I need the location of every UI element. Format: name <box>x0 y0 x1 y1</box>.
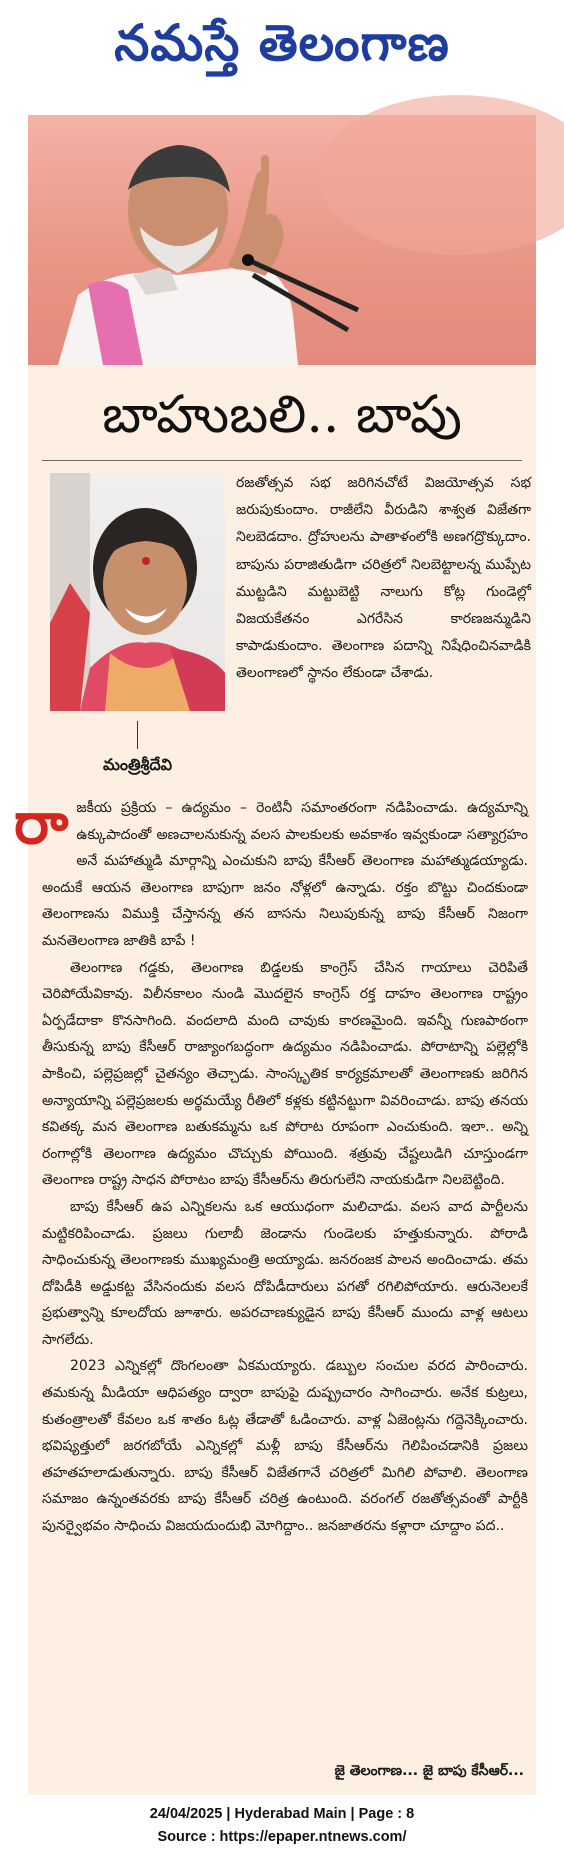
paragraph <box>14 789 528 955</box>
intro-text: రజతోత్సవ సభ జరిగినచోటే విజయోత్సవ సభ జరుపుకుందాం. రాజీలేని వీరుడిని శాశ్వత విజేతగా నిలబెడదాం. ద్రోహులను పాతాళంలోకి అణగద్రొక్కుదాం. బాపును పరాజితుడిగా చరిత్రలో నిలబెట్టాలన్న ముప్పేట ముట్టడిని మట్టుబెట్టి నాలుగు కోట్ల గుండెల్లో విజయకేతనం ఎగరేసిన కారణజన్ముడిని కాపాడుకుందాం. తెలంగాణ పదాన్ని నిషేధించినవాడికి తెలంగాణలో స్థానం లేకుండా చేశాడు. <box>236 475 531 682</box>
author-caption: మంత్రిశ్రీదేవి <box>102 755 173 774</box>
speaker-photo <box>28 115 536 365</box>
speaker-illustration <box>28 115 536 365</box>
paragraph: 2023 ఎన్నికల్లో దొంగలంతా ఏకమయ్యారు. డబ్బుల సంచుల వరద పారించారు. తమకున్న మీడియా ఆధిపత్యం ద్వారా బాపుపై దుష్ప్రచారం సాగించారు. అనేక కుట్రలు, కుతంత్రాలతో కేవలం ఒక శాతం ఓట్ల తేడాతో ఓడించారు. వాళ్ల ఏజెంట్లను గద్దెనెక్కించారు. భవిష్యత్తులో జరగబోయే ఎన్నికల్లో మళ్లీ బాపు కేసీఆర్‌ను గెలిపించడానికి ప్రజలు తహతహలాడుతున్నారు. బాపు కేసీఆర్ విజేతగానే చరిత్రలో మిగిలి పోవాలి. తెలంగాణ సమాజం ఉన్నంతవరకు బాపు కేసీఆర్ చరిత్ర ఉంటుంది. వరంగల్ రజతోత్సవంతో పార్టీకి పునర్వైభవం సాధించు విజయదుందుభి మోగిద్దాం.. జనజాతరను కళ్లారా చూద్దాం పద.. <box>42 1358 528 1535</box>
article-headline <box>28 375 536 455</box>
headline-text: బాహుబలి.. బాపు <box>102 385 462 445</box>
author-photo <box>50 473 225 711</box>
source-link[interactable]: Source : https://epaper.ntnews.com/ <box>157 1829 407 1845</box>
caption-divider <box>137 721 138 749</box>
page-footer <box>0 1803 564 1849</box>
masthead <box>0 0 564 92</box>
paragraph: తెలంగాణ గడ్డకు, తెలంగాణ బిడ్డలకు కాంగ్రెస్ చేసిన గాయాలు చెరిపితే చెరిపోయేవికావు. విలీనకాలం నుండి మొదలైన కాంగ్రెస్ రక్త దాహం తెలంగాణ రాష్ట్రం ఏర్పడేదాకా కొనసాగింది. వందలాది మంది చావుకు కారణమైంది. ఇవన్నీ గుణపాఠంగా తీసుకున్న బాపు కేసీఆర్ రాజ్యాంగబద్ధంగా ఉద్యమం నడిపించాడు. పోరాటాన్ని పల్లెల్లోకి పాకించి, పల్లెప్రజల్లో చైతన్యం తెచ్చాడు. సాంస్కృతిక కార్యక్రమాలతో తెలంగాణకు జరిగిన అన్యాయాన్ని పల్లెప్రజలకు అర్థమయ్యే రీతిలో కళ్లకు కట్టినట్టుగా వివరించాడు. బాపు తనయ కవితక్క మన తెలంగాణ బతుకమ్మను ఒక పోరాట రూపంగా ఎంచుకుంది. ఇలా.. అన్ని రంగాల్లోకి తెలంగాణ ఉద్యమం చొచ్చుకు పోయింది. శత్రువు చేష్టలుడిగి చూస్తుండగా తెలంగాణ రాష్ట్ర సాధన పోరాటం బాపు కేసీఆర్‌ను తిరుగులేని నాయకుడిగా నిలబెట్టింది. <box>42 959 528 1189</box>
dropcap: రా <box>14 789 69 857</box>
closing-slogan: జై తెలంగాణ... జై బాపు కేసీఆర్... <box>334 1763 524 1779</box>
paragraph: బాపు కేసీఆర్ ఉప ఎన్నికలను ఒక ఆయుధంగా మలిచాడు. వలస వాద పార్టీలను మట్టికరిపించాడు. ప్రజలు గులాబీ జెండాను గుండెలకు హత్తుకున్నారు. పోరాడి సాధించుకున్న తెలంగాణకు ముఖ్యమంత్రి అయ్యాడు. జనరంజక పాలన అందించాడు. తమ దోపిడీకి అడ్డుకట్ట వేసినందుకు వలస దోపిడీదారులు పగతో రగిలిపోయారు. ఆరునెలలకే ప్రభుత్వాన్ని కూలదోయ జూశారు. అపరచాణక్యుడైన బాపు కేసీఆర్ ముందు వాళ్ల ఆటలు సాగలేదు. <box>42 1198 528 1348</box>
author-illustration <box>50 473 225 711</box>
article <box>14 115 536 1795</box>
masthead-title: నమస్తే తెలంగాణ <box>114 13 450 72</box>
divider <box>42 460 522 461</box>
article-body <box>14 789 528 1785</box>
edition-info: 24/04/2025 | Hyderabad Main | Page : 8 <box>149 1806 415 1822</box>
paragraph-text: జకీయ ప్రక్రియ – ఉద్యమం – రెంటినీ సమాంతరంగా నడిపించాడు. ఉద్యమాన్ని ఉక్కుపాదంతో అణచాలనుకున్న వలస పాలకులకు అవకాశం ఇవ్వకుండా సత్యాగ్రహం అనే మహాత్ముడి మార్గాన్ని ఎంచుకుని బాపు కేసీఆర్ తెలంగాణ మహాత్ముడయ్యాడు. అందుకే ఆయన తెలంగాణ బాపుగా జనం నోళ్లలో ఉన్నాడు. రక్తం బొట్టు చిందకుండా తెలంగాణను విముక్తి చేస్తానన్న తన బాసను నిలుపుకున్న బాపు కేసీఆర్ నిజంగా మనతెలంగాణ జాతికి బాపే ! <box>42 800 528 949</box>
